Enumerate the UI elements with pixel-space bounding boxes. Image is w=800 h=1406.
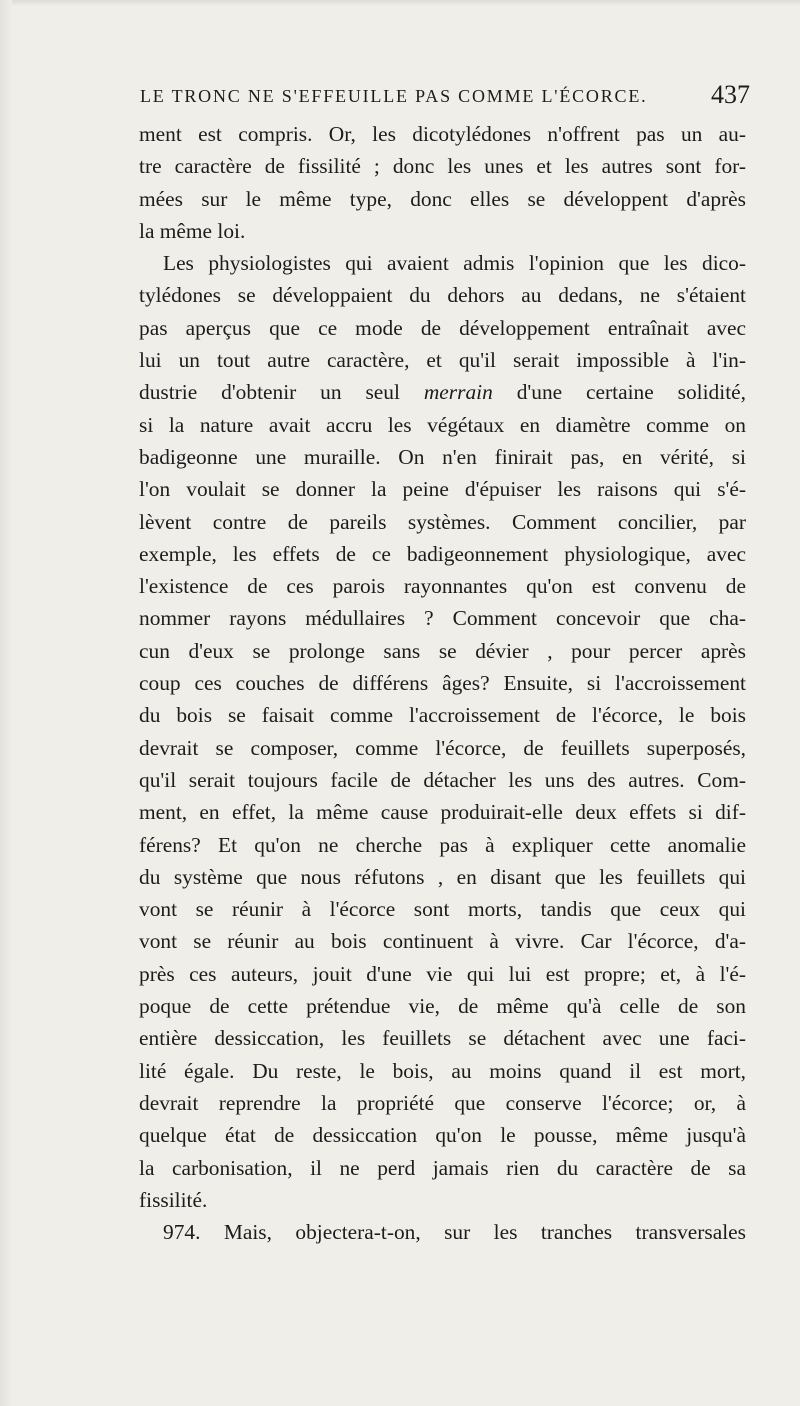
text-line: ment est compris. Or, les dicotylédones n'offrent pas un au- xyxy=(139,122,746,146)
text-line: devrait reprendre la propriété que conserve l'écorce; or, à xyxy=(139,1090,746,1115)
text-line: lèvent contre de pareils systèmes. Comment concilier, par xyxy=(139,509,746,534)
text-line: 974. Mais, objectera-t-on, sur les tranches transversales xyxy=(163,1220,746,1245)
text-line: qu'il serait toujours facile de détacher les uns des autres. Com- xyxy=(139,767,746,792)
text-segment: dustrie d'obtenir un seul xyxy=(139,380,424,405)
body-text xyxy=(139,118,746,1248)
text-line: vont se réunir au bois continuent à vivre. Car l'écorce, d'a- xyxy=(139,929,746,954)
running-title: LE TRONC NE S'EFFEUILLE PAS COMME L'ÉCORCE. xyxy=(140,86,648,106)
text-line: l'on voulait se donner la peine d'épuiser les raisons qui s'é- xyxy=(139,477,746,502)
text-line: cun d'eux se prolonge sans se dévier , pour percer après xyxy=(139,638,746,663)
page-top-edge xyxy=(0,0,800,6)
text-line: tylédones se développaient du dehors au dedans, ne s'étaient xyxy=(139,283,746,308)
text-line: nommer rayons médullaires ? Comment concevoir que cha- xyxy=(139,606,746,631)
text-segment: d'une certaine solidité, xyxy=(492,380,746,405)
text-line: quelque état de dessiccation qu'on le pousse, même jusqu'à xyxy=(139,1123,746,1148)
text-line: ment, en effet, la même cause produirait-elle deux effets si dif- xyxy=(139,800,746,825)
text-line: vont se réunir à l'écorce sont morts, tandis que ceux qui xyxy=(139,897,746,922)
text-line: du système que nous réfutons , en disant que les feuillets qui xyxy=(139,864,746,889)
text-line: exemple, les effets de ce badigeonnement physiologique, avec xyxy=(139,541,746,566)
page-left-edge xyxy=(0,0,12,1406)
text-line-with-italic xyxy=(139,376,746,408)
text-line: lui un tout autre caractère, et qu'il serait impossible à l'in- xyxy=(139,348,746,373)
text-line: du bois se faisait comme l'accroissement de l'écorce, le bois xyxy=(139,703,746,728)
text-line: coup ces couches de différens âges? Ensuite, si l'accroissement xyxy=(139,671,746,696)
text-line: mées sur le même type, donc elles se développent d'après xyxy=(139,186,746,211)
text-line: lité égale. Du reste, le bois, au moins quand il est mort, xyxy=(139,1058,746,1083)
text-line: fissilité. xyxy=(139,1187,208,1212)
text-line: la même loi. xyxy=(139,218,246,243)
text-line: poque de cette prétendue vie, de même qu'à celle de son xyxy=(139,994,746,1019)
italic-word: merrain xyxy=(423,380,493,405)
text-line: devrait se composer, comme l'écorce, de feuillets superposés, xyxy=(139,735,746,760)
text-line: la carbonisation, il ne perd jamais rien du caractère de sa xyxy=(139,1155,746,1180)
page-number: 437 xyxy=(711,80,750,109)
text-line: badigeonne une muraille. On n'en finirait pas, en vérité, si xyxy=(139,444,746,469)
text-line: l'existence de ces parois rayonnantes qu'on est convenu de xyxy=(139,574,746,599)
text-line: férens? Et qu'on ne cherche pas à expliquer cette anomalie xyxy=(139,832,746,857)
text-line: pas aperçus que ce mode de développement entraînait avec xyxy=(139,315,746,340)
text-line: près ces auteurs, jouit d'une vie qui lui est propre; et, à l'é- xyxy=(139,961,746,986)
page-header xyxy=(110,80,750,120)
text-line: si la nature avait accru les végétaux en diamètre comme on xyxy=(139,412,746,437)
text-line: Les physiologistes qui avaient admis l'opinion que les dico- xyxy=(163,251,746,276)
text-line: tre caractère de fissilité ; donc les unes et les autres sont for- xyxy=(139,154,746,179)
text-line: entière dessiccation, les feuillets se détachent avec une faci- xyxy=(139,1026,746,1051)
